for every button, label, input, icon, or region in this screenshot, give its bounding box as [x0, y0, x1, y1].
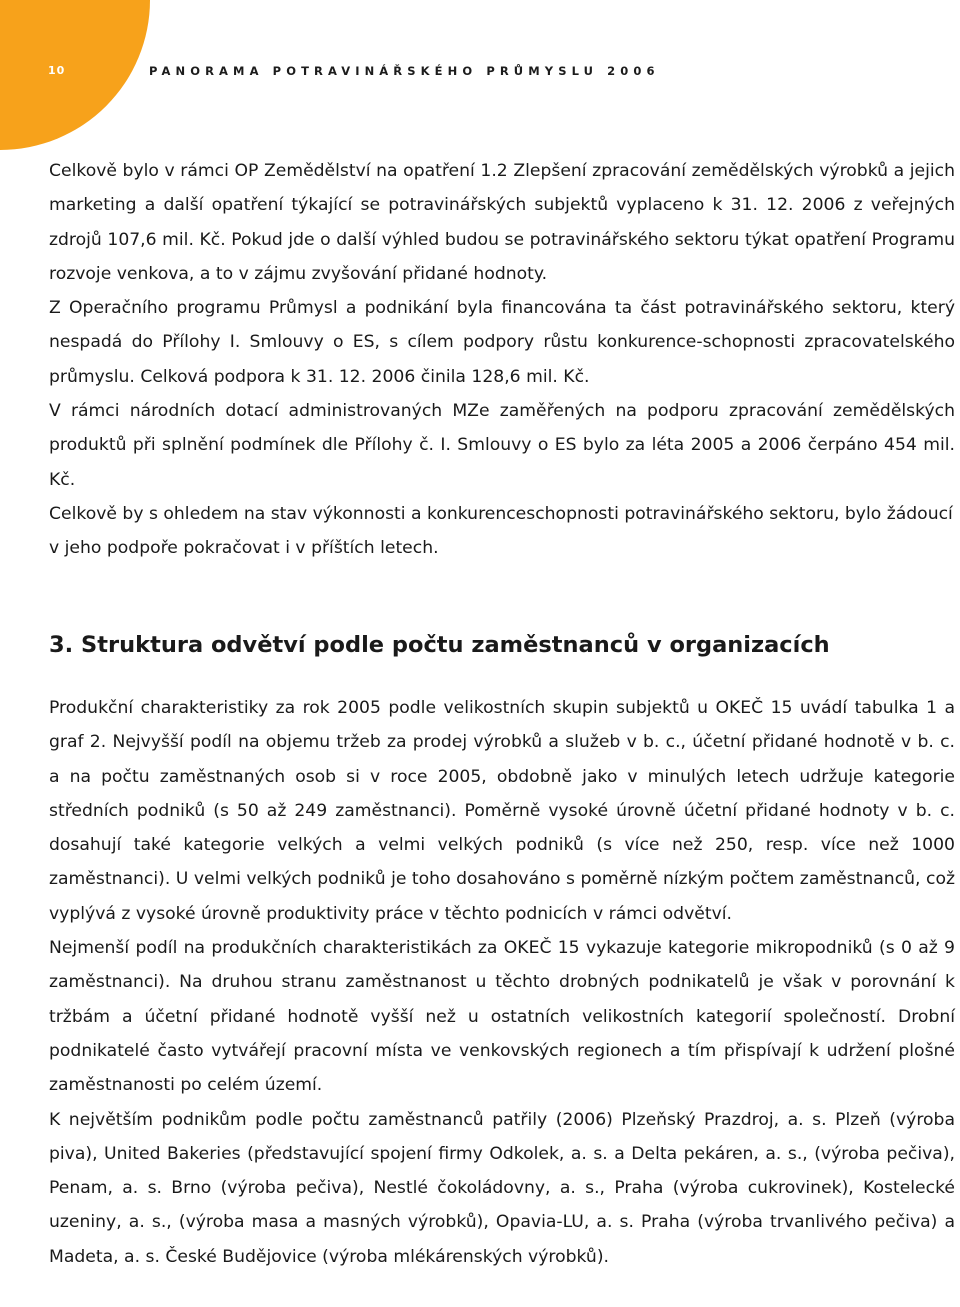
- corner-quarter-circle: [0, 0, 150, 150]
- paragraph-op-prumysl: Z Operačního programu Průmysl a podnikání byla financována ta část potravinářského sektoru, který nespadá do Přílohy I. Smlouvy o ES, s cílem podpory růstu konkurence-schopnosti zpracovatelského průmyslu. Celková podpora k 31. 12. 2006 činila 128,6 mil. Kč.: [49, 298, 955, 387]
- paragraph-zaver: Celkově by s ohledem na stav výkonnosti a konkurenceschopnosti potravinářského sektoru, bylo žádoucí v jeho podpoře pokračovat i v příštích letech.: [49, 503, 953, 559]
- paragraph-op-zemedelstvi: Celkově bylo v rámci OP Zemědělství na opatření 1.2 Zlepšení zpracování zemědělských výrobků a jejich marketing a další opatření týkající se potravinářských subjektů vyplaceno k 31. 12. 2006 z veřejných zdrojů 107,6 mil. Kč. Pokud jde o další výhled budou se potravinářského sektoru týkat opatření Programu rozvoje venkova, a to v zájmu zvyšování přidané hodnoty.: [49, 161, 955, 284]
- paragraph-produkcni-charakteristiky: Produkční charakteristiky za rok 2005 podle velikostních skupin subjektů u OKEČ 15 uvádí tabulka 1 a graf 2. Nejvyšší podíl na objemu tržeb za prodej výrobků a služeb v b. c., účetní přidané hodnotě v b. c. a na počtu zaměstnaných osob si v roce 2005, obdobně jako v minulých letech udržuje kategorie středních podniků (s 50 až 249 zaměstnanci). Poměrně vysoké úrovně účetní přidané hodnoty v b. c. dosahují také kategorie velkých a velmi velkých podniků (s více než 250, resp. více než 1000 zaměstnanci). U velmi velkých podniků je toho dosahováno s poměrně nízkým počtem zaměstnanců, což vyplývá z vysoké úrovně produktivity práce v těchto podnicích v rámci odvětví.: [49, 698, 955, 924]
- paragraph-nejvetsi-podniky: K největším podnikům podle počtu zaměstnanců patřily (2006) Plzeňský Prazdroj, a. s. Plzeň (výroba piva), United Bakeries (představující spojení firmy Odkolek, a. s. a Delta pekáren, a. s., (výroba pečiva), Penam, a. s. Brno (výroba pečiva), Nestlé čokoládovny, a. s., Praha (výroba cukrovinek), Kostelecké uzeniny, a. s., (výroba masa a masných výrobků), Opavia-LU, a. s. Praha (výroba trvanlivého pečiva) a Madeta, a. s. České Budějovice (výroba mlékárenských výrobků).: [49, 1109, 955, 1267]
- page-number: 10: [48, 64, 66, 77]
- paragraph-narodni-dotace: V rámci národních dotací administrovaných MZe zaměřených na podporu zpracování zemědělských produktů při splnění podmínek dle Přílohy č. I. Smlouvy o ES bylo za léta 2005 a 2006 čerpáno 454 mil. Kč.: [49, 401, 955, 490]
- section-title: 3. Struktura odvětví podle počtu zaměstnanců v organizacích: [49, 632, 830, 658]
- intro-text: [49, 154, 955, 566]
- section-body: [49, 691, 955, 1274]
- running-header: PANORAMA POTRAVINÁŘSKÉHO PRŮMYSLU 2006: [149, 64, 660, 78]
- paragraph-mikropodniky: Nejmenší podíl na produkčních charakteristikách za OKEČ 15 vykazuje kategorie mikropodniků (s 0 až 9 zaměstnanci). Na druhou stranu zaměstnanost u těchto drobných podnikatelů je však v porovnání k tržbám a účetní přidané hodnotě vyšší než u ostatních velikostních kategorií společností. Drobní podnikatelé často vytvářejí pracovní místa ve venkovských regionech a tím přispívají k udržení plošné zaměstnanosti po celém území.: [49, 938, 955, 1096]
- corner-decoration: [0, 0, 150, 150]
